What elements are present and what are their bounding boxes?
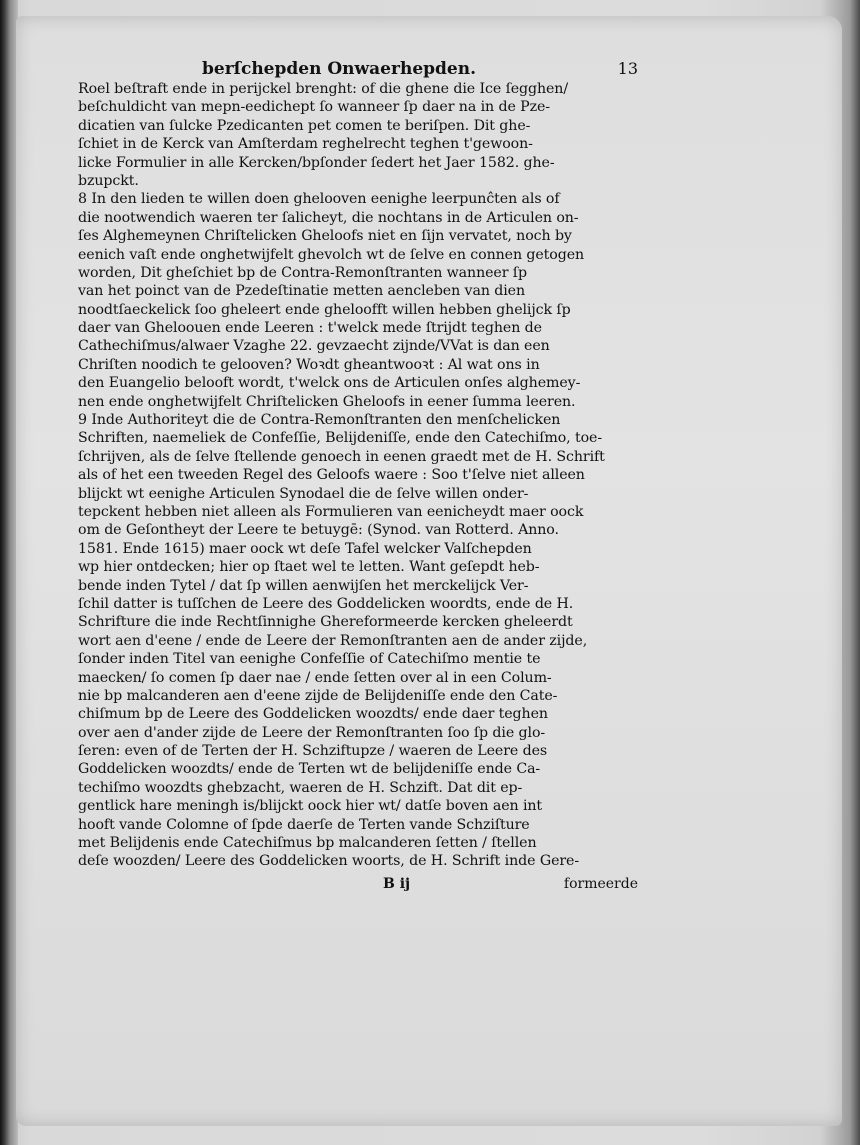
- text-line: die nootwendich waeren ter ſalicheyt, die nochtans in de Articulen on-: [78, 209, 579, 226]
- text-line: ſeren: even of de Terten der H. Schziftupze / waeren de Leere des: [78, 743, 548, 760]
- text-line: worden, Dit gheſchiet bp de Contra-Remonſtranten wanneer ſp: [78, 264, 527, 281]
- text-line: met Belijdenis ende Catechiſmus bp malcanderen ſetten / ſtellen: [78, 835, 537, 852]
- signature-mark: B ij: [383, 875, 411, 892]
- text-line: 9 Inde Authoriteyt die de Contra-Remonſtranten den menſchelicken: [78, 412, 561, 429]
- text-line: Schriften, naemeliek de Confeſſie, Belijdeniſſe, ende den Catechiſmo, toe-: [78, 430, 603, 447]
- text-line: hooft vande Colomne of ſpde daerſe de Terten vande Schziſture: [78, 816, 530, 833]
- text-line: 8 In den lieden te willen doen ghelooven eenighe leerpunĉten als of: [78, 191, 560, 208]
- text-line: Chriſten noodich te gelooven? Woꝛdt gheantwooꝛt : Al wat ons in: [78, 356, 540, 373]
- text-line: gentlick hare meningh is/blijckt oock hier wt/ datſe boven aen int: [78, 798, 543, 815]
- text-line: beſchuldicht van mepn-eedichept ſo wanneer ſp daer na in de Pze-: [78, 99, 550, 116]
- text-line: nen ende onghetwijfelt Chriſtelicken Gheloofs in eener ſumma leeren.: [78, 393, 576, 410]
- body-text: [78, 80, 638, 871]
- text-line: noodtſaeckelick ſoo gheleert ende gheloofft willen hebben ghelijck ſp: [78, 301, 571, 318]
- text-line: ſchrijven, als de ſelve ſtellende genoech in eenen graedt met de H. Schrift: [78, 448, 605, 465]
- text-line: ſonder inden Titel van eenighe Confeſſie of Catechiſmo mentie te: [78, 651, 541, 668]
- catchword: formeerde: [563, 875, 638, 892]
- text-line: 1581. Ende 1615) maer oock wt deſe Tafel welcker Valſchepden: [78, 540, 532, 557]
- text-line: ſes Alghemeynen Chriſtelicken Gheloofs niet en ſijn vervatet, noch by: [78, 228, 572, 245]
- running-header: [78, 58, 638, 80]
- text-line: dicatien van ſulcke Pzedicanten pet comen te beriſpen. Dit ghe-: [78, 117, 531, 134]
- text-line: eenich vaſt ende onghetwijfelt ghevolch wt de ſelve en connen getogen: [78, 246, 585, 263]
- text-line: Schrifture die inde Rechtſinnighe Ghereformeerde kercken gheleerdt: [78, 614, 573, 631]
- text-block: [78, 58, 638, 895]
- text-line: licke Formulier in alle Kercken/bpſonder ſedert het Jaer 1582. ghe-: [78, 154, 555, 171]
- text-line: den Euangelio belooft wordt, t'welck ons de Articulen onſes alghemey-: [78, 375, 581, 392]
- text-line: wp hier ontdecken; hier op ſtaet wel te letten. Want geſepdt heb-: [78, 559, 540, 576]
- running-title: berſchepden Onwaerhepden.: [202, 59, 477, 79]
- text-line: techiſmo woozdts ghebzacht, waeren de H. Schzift. Dat dit ep-: [78, 779, 523, 796]
- text-line: nie bp malcanderen aen d'eene zijde de Belijdeniſſe ende den Cate-: [78, 687, 558, 704]
- text-line: van het poinct van de Pzedeſtinatie metten aencleben van dien: [78, 283, 526, 300]
- text-line: ſchiet in de Kerck van Amſterdam reghelrecht teghen t'gewoon-: [78, 136, 533, 153]
- page-footer: [78, 873, 638, 895]
- text-line: wort aen d'eene / ende de Leere der Remonſtranten aen de ander zijde,: [78, 632, 588, 649]
- text-line: blijckt wt eenighe Articulen Synodael die de ſelve willen onder-: [78, 485, 529, 502]
- text-line: Cathechiſmus/alwaer Vzaghe 22. gevzaecht zijnde/VVat is dan een: [78, 338, 550, 355]
- text-line: Goddelicken woozdts/ ende de Terten wt de belijdeniſſe ende Ca-: [78, 761, 541, 778]
- text-line: deſe woozden/ Leere des Goddelicken woorts, de H. Schrift inde Gere-: [78, 853, 580, 870]
- text-line: bende inden Tytel / dat ſp willen aenwijſen het merckelijck Ver-: [78, 577, 529, 594]
- text-line: chiſmum bp de Leere des Goddelicken woozdts/ ende daer teghen: [78, 706, 548, 723]
- text-line: bzupckt.: [78, 172, 139, 189]
- text-line: als of het een tweeden Regel des Geloofs waere : Soo t'ſelve niet alleen: [78, 467, 585, 484]
- text-line: tepckent hebben niet alleen als Formulieren van eenicheydt maer oock: [78, 503, 584, 520]
- text-line: maecken/ ſo comen ſp daer nae / ende ſetten over al in een Colum-: [78, 669, 552, 686]
- page-number: 13: [617, 59, 638, 78]
- text-line: ſchil datter is tuſſchen de Leere des Goddelicken woordts, ende de H.: [78, 595, 574, 612]
- text-line: over aen d'ander zijde de Leere der Remonſtranten ſoo ſp die glo-: [78, 724, 546, 741]
- text-line: Roel beſtraft ende in perijckel brenght: of die ghene die Ice ſegghen/: [78, 81, 569, 97]
- text-line: om de Geſontheyt der Leere te betuygē: (Synod. van Rotterd. Anno.: [78, 522, 559, 539]
- text-line: daer van Gheloouen ende Leeren : t'welck mede ſtrijdt teghen de: [78, 320, 542, 337]
